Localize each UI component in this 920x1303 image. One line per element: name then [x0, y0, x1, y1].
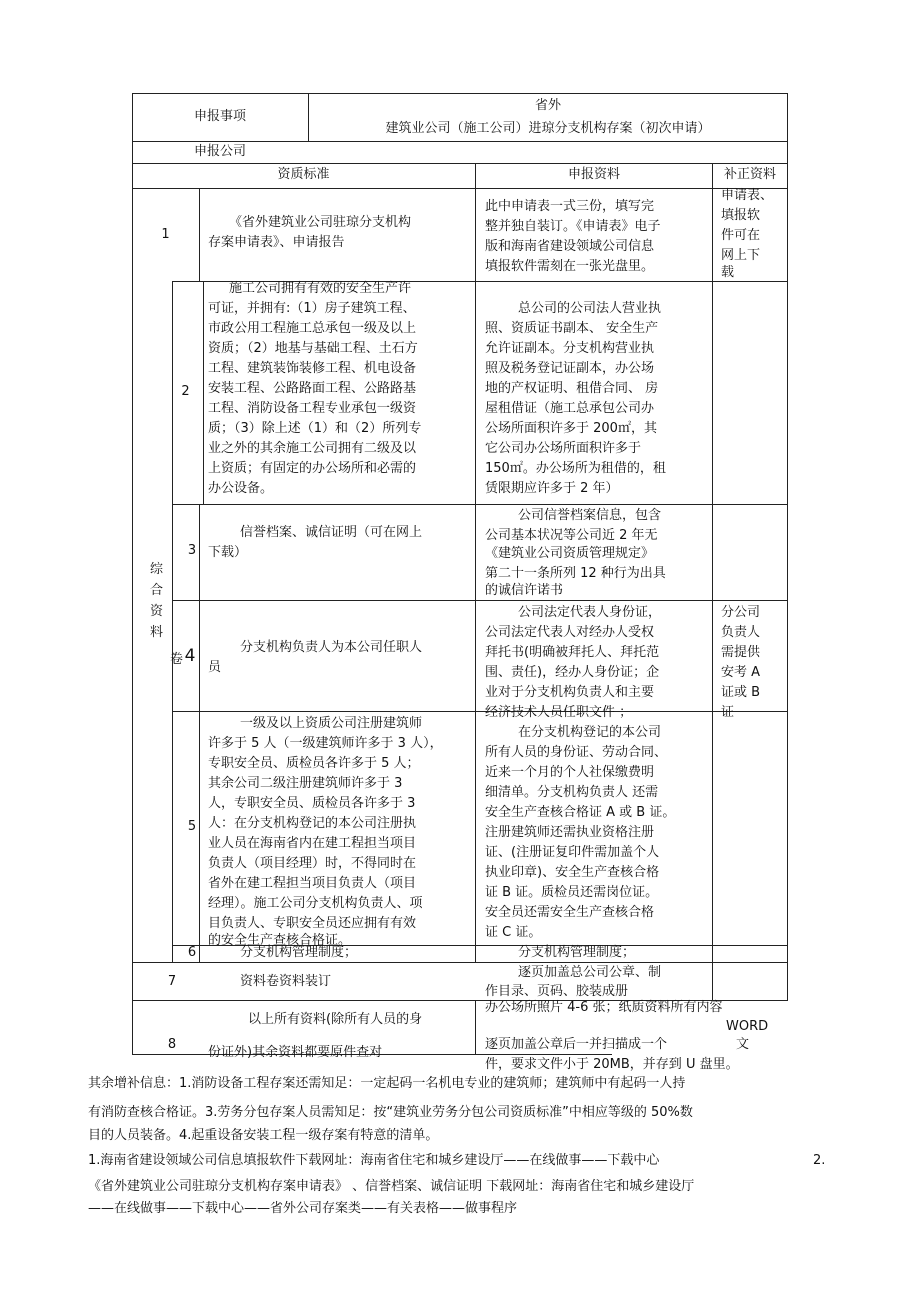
- materials-line: 经济技术人员任职文件 ；: [485, 705, 633, 720]
- standard-line: 专职安全员、质检员各许多于 5 人；: [208, 756, 420, 771]
- row-number: 5: [187, 819, 197, 834]
- supplement-line: 证或 B: [721, 685, 761, 700]
- col-header-supplement: 补正资料: [723, 167, 776, 182]
- materials-line: 拜托书(明确被拜托人、拜托范: [485, 645, 660, 660]
- table-rule: [132, 188, 787, 189]
- standard-line: 业人员在海南省内在建工程担当项目: [208, 836, 417, 851]
- col-header-standard: 资质标准: [277, 167, 330, 182]
- supplement-line: 负责人: [721, 625, 761, 640]
- download-note-line: ——在线做事——下载中心——省外公司存案类——有关表格——做事程序: [88, 1201, 518, 1216]
- standard-line: 其余公司二级注册建筑师许多于 3: [208, 776, 403, 791]
- table-rule: [132, 163, 787, 164]
- materials-line: 公司基本状况等公司近 2 年无: [485, 528, 658, 543]
- materials-line: 业对于分支机构负责人和主要: [485, 685, 655, 700]
- materials-line: 整并独自装订。《申请表》电子: [485, 219, 661, 234]
- standard-line: 目负责人、专职安全员还应拥有有效: [208, 916, 417, 931]
- row-number: 3: [187, 543, 197, 558]
- materials-line: 安全员还需安全生产查核合格: [485, 905, 655, 920]
- materials-line: 件，要求文件小于 20MB，并存到 U 盘里。: [485, 1057, 739, 1072]
- materials-line: 照、资质证书副本、 安全生产: [485, 321, 659, 336]
- standard-line: 资质；（2）地基与基础工程、土石方: [208, 341, 418, 356]
- materials-line: 第二十一条所列 12 种行为出具: [485, 566, 666, 581]
- materials-line: 公司法定代表人身份证，: [518, 605, 662, 620]
- materials-line: 细清单。分支机构负责人 还需: [485, 785, 659, 800]
- materials-line: 公场所面积许多于 200㎡，其: [485, 421, 657, 436]
- standard-line: 人：在分支机构登记的本公司注册执: [208, 816, 417, 831]
- materials-line: 注册建筑师还需执业资格注册: [485, 825, 655, 840]
- standard-line: 业之外的其余施工公司拥有二级及以: [208, 441, 417, 456]
- materials-line: WORD: [726, 1019, 769, 1034]
- materials-line: 的诚信许诺书: [485, 583, 564, 598]
- standard-line: 一级及以上资质公司注册建筑师: [240, 716, 423, 731]
- col-header-materials: 申报资料: [567, 167, 620, 182]
- standard-line: 施工公司拥有有效的安全生产许: [229, 281, 412, 296]
- supplement-line: 申请表、: [721, 188, 774, 203]
- materials-line: 分支机构管理制度；: [518, 945, 636, 960]
- supplement-line: 网上下: [721, 248, 761, 263]
- materials-line: 在分支机构登记的本公司: [518, 725, 662, 740]
- apply-item-label: 申报事项: [193, 109, 246, 124]
- standard-line: 《省外建筑业公司驻琼分支机构: [229, 215, 412, 230]
- side-label-char: 合: [150, 583, 164, 598]
- standard-line: 工程、消防设备工程专业承包一级资: [208, 401, 417, 416]
- materials-line: 填报软件需刻在一张光盘里。: [485, 259, 655, 274]
- table-rule: [132, 962, 787, 963]
- materials-line: 它公司办公场所面积许多于: [485, 441, 642, 456]
- standard-line: 上资质；有固定的办公场所和必需的: [208, 461, 417, 476]
- supplement-line: 证: [721, 705, 735, 720]
- table-rule: [712, 163, 713, 1001]
- standard-line: 份证外)其余资料都要原件查对: [208, 1045, 383, 1060]
- materials-line: 执业印章)、安全生产查核合格: [485, 865, 660, 880]
- apply-company-label: 申报公司: [193, 144, 246, 159]
- materials-line: 地的产权证明、租借合同、 房: [485, 381, 659, 396]
- table-rule: [172, 711, 787, 712]
- row-number: 6: [187, 945, 197, 960]
- materials-line: 《建筑业公司资质管理规定》: [485, 546, 655, 561]
- standard-line: 存案申请表》、申请报告: [208, 235, 345, 250]
- row-number: 8: [167, 1037, 177, 1052]
- standard-line: 工程、建筑装饰装修工程、机电设备: [208, 361, 417, 376]
- supplement-line: 安考 A: [721, 665, 761, 680]
- materials-line: 证、(注册证复印件需加盖个人: [485, 845, 660, 860]
- supplement-line: 分公司: [721, 605, 761, 620]
- table-rule: [199, 504, 200, 945]
- materials-line: 公司法定代表人对经办人受权: [485, 625, 655, 640]
- side-label-char: 资: [150, 604, 164, 619]
- download-note-number: 2.: [813, 1153, 826, 1168]
- table-rule: [475, 1000, 476, 1055]
- materials-line: 版和海南省建设领域公司信息: [485, 239, 655, 254]
- supplement-line: 需提供: [721, 645, 761, 660]
- standard-line: 分支机构管理制度；: [240, 945, 358, 960]
- standard-line: 分支机构负责人为本公司任职人: [240, 640, 423, 655]
- materials-line: 赁限期应许多于 2 年）: [485, 481, 619, 496]
- materials-line: 总公司的公司法人营业执: [518, 301, 662, 316]
- row-number: 1: [161, 227, 170, 242]
- supplement-line: 载: [721, 265, 735, 280]
- table-rule: [475, 163, 476, 962]
- side-label-char: 卷: [170, 652, 184, 667]
- supplement-line: 填报软: [721, 208, 761, 223]
- materials-line: 逐页加盖总公司公章、制: [518, 965, 662, 980]
- supplementary-note-line: 目的人员装备。4.起重设备安装工程一级存案有特意的清单。: [88, 1128, 439, 1143]
- table-rule: [199, 188, 200, 282]
- materials-line: 办公场所照片 4-6 张；纸质资料所有内容: [485, 1000, 723, 1015]
- standard-line: 办公设备。: [208, 481, 274, 496]
- table-border-right: [787, 93, 788, 1001]
- standard-line: 质；（3）除上述（1）和（2）所列专: [208, 421, 422, 436]
- download-note-line: 1.海南省建设领域公司信息填报软件下载网址：海南省住宅和城乡建设厅——在线做事——下载中心: [88, 1153, 660, 1168]
- materials-line: 近来一个月的个人社保缴费明: [485, 765, 655, 780]
- standard-line: 下载）: [208, 545, 248, 560]
- row-number: 4: [184, 646, 196, 666]
- standard-line: 省外在建工程担当项目负责人（项目: [208, 876, 417, 891]
- apply-item-value-line2: 建筑业公司（施工公司）进琼分支机构存案（初次申请）: [385, 121, 711, 136]
- side-label-char: 综: [150, 562, 164, 577]
- apply-item-value-line1: 省外: [534, 98, 561, 113]
- standard-line: 员: [208, 660, 222, 675]
- standard-line: 以上所有资料(除所有人员的身: [248, 1012, 423, 1027]
- table-rule: [172, 504, 787, 505]
- materials-line: 150㎡。办公场所为租借的，租: [485, 461, 666, 476]
- materials-line: 此中申请表一式三份，填写完: [485, 199, 655, 214]
- supplementary-note-line: 有消防查核合格证。3.劳务分包存案人员需知足：按“建筑业劳务分包公司资质标准”中相应等级的 50%数: [88, 1105, 693, 1120]
- filing-requirements-table: [132, 93, 788, 1072]
- materials-line: 围、责任)，经办人身份证；企: [485, 665, 660, 680]
- standard-line: 可证，并拥有:（1）房子建筑工程、: [208, 301, 416, 316]
- standard-line: 信誉档案、诚信证明（可在网上: [240, 525, 423, 540]
- materials-line: 所有人员的身份证、劳动合同、: [485, 745, 668, 760]
- row-number: 2: [181, 384, 190, 399]
- materials-line: 作目录、页码、胶装成册: [485, 984, 629, 999]
- standard-line: 人，专职安全员、质检员各许多于 3: [208, 796, 416, 811]
- materials-line: 文: [736, 1037, 750, 1052]
- standard-line: 的安全生产查核合格证。: [208, 933, 352, 948]
- side-label-char: 料: [150, 625, 164, 640]
- download-note-line: 《省外建筑业公司驻琼分支机构存案申请表》 、信誉档案、诚信证明 下载网址：海南省住宅和城乡建设厅: [88, 1179, 695, 1194]
- materials-line: 证 B 证。质检员还需岗位证。: [485, 885, 659, 900]
- materials-line: 照及税务登记证副本，办公场: [485, 361, 655, 376]
- supplementary-note-line: 其余增补信息：1.消防设备工程存案还需知足：一定起码一名机电专业的建筑师；建筑师中有起码一人持: [88, 1076, 686, 1091]
- standard-line: 市政公用工程施工总承包一级及以上: [208, 321, 417, 336]
- materials-line: 证 C 证。: [485, 925, 542, 940]
- standard-line: 安装工程、公路路面工程、公路路基: [208, 381, 417, 396]
- table-rule: [172, 600, 787, 601]
- materials-line: 公司信誉档案信息，包含: [518, 508, 662, 523]
- table-rule: [203, 281, 204, 505]
- standard-line: 资料卷资料装订: [240, 974, 332, 989]
- materials-line: 允许证副本。分支机构营业执: [485, 341, 655, 356]
- supplement-line: 件可在: [721, 228, 761, 243]
- table-border-top: [132, 93, 787, 94]
- materials-line: 逐页加盖公章后一并扫描成一个: [485, 1037, 668, 1052]
- standard-line: 负责人（项目经理）时，不得同时在: [208, 856, 417, 871]
- materials-line: 屋租借证（施工总承包公司办: [485, 401, 655, 416]
- materials-line: 安全生产查核合格证 A 或 B 证。: [485, 805, 676, 820]
- standard-line: 许多于 5 人（一级建筑师许多于 3 人），: [208, 736, 443, 751]
- row-number: 7: [167, 974, 177, 989]
- standard-line: 经理）。施工公司分支机构负责人、项: [208, 896, 423, 911]
